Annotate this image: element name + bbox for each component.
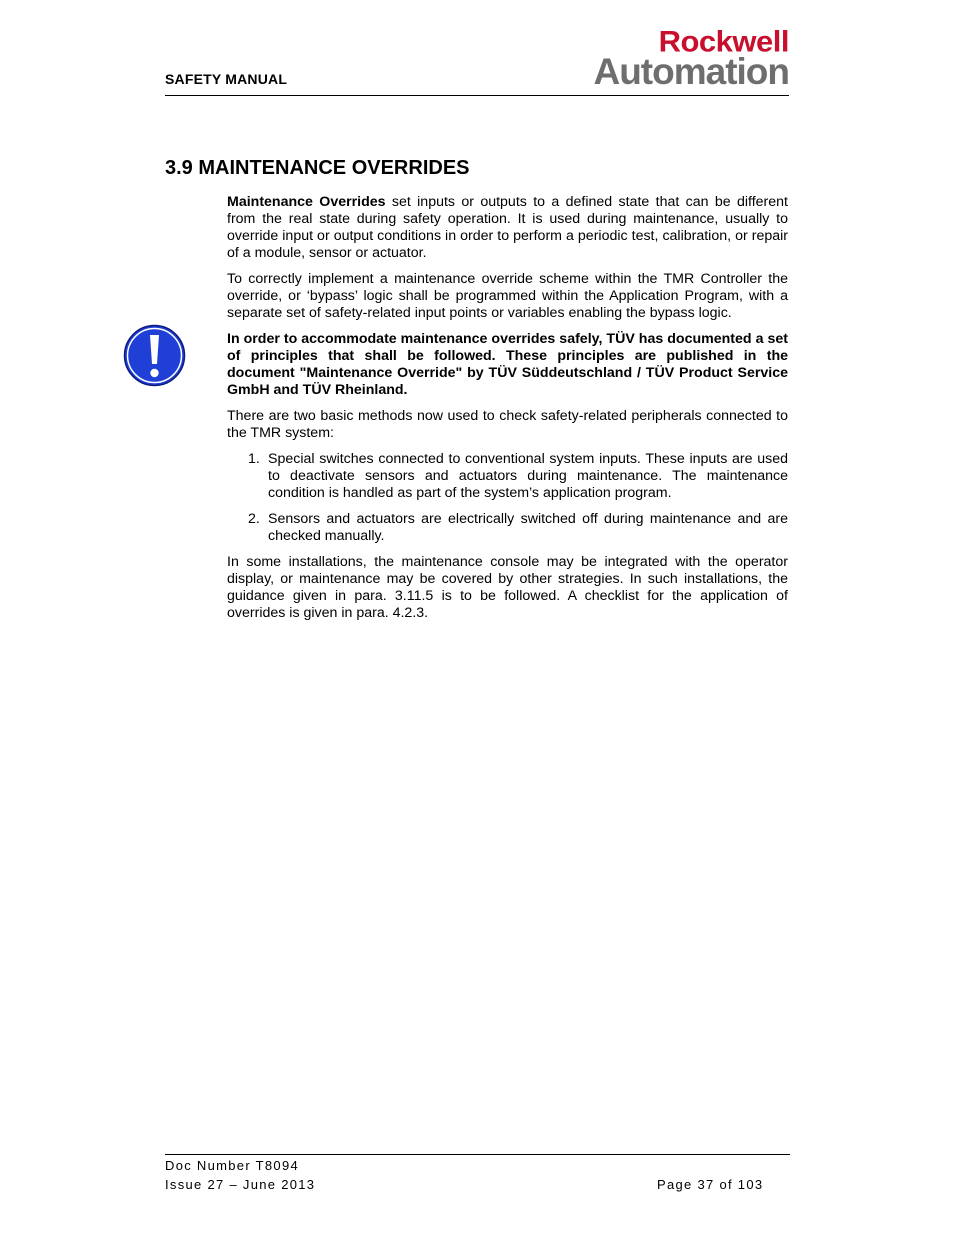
methods-list	[227, 451, 788, 545]
term-maintenance-overrides: Maintenance Overrides	[227, 194, 386, 210]
section-body	[227, 194, 788, 631]
footer-page-number: Page 37 of 103	[657, 1177, 764, 1192]
paragraph-implementation: To correctly implement a maintenance override scheme within the TMR Controller the override, or ‘bypass’ logic shall be programmed within the Application Program, with a separate set of safety-related input points or variables enabling the bypass logic.	[227, 271, 788, 321]
footer-doc-number: Doc Number T8094	[165, 1158, 300, 1173]
paragraph-definition	[227, 194, 788, 262]
paragraph-methods-intro: There are two basic methods now used to check safety-related peripherals connected to the TMR system:	[227, 408, 788, 441]
rockwell-automation-logo	[553, 26, 789, 90]
manual-title: SAFETY MANUAL	[165, 71, 288, 87]
list-item-text: Special switches connected to conventional system inputs. These inputs are used to deactivate sensors and actuators during maintenance. The maintenance condition is handled as part of the system’s application program.	[268, 451, 788, 501]
exclamation-warning-icon	[123, 324, 186, 387]
header-divider	[165, 95, 789, 96]
footer-divider	[165, 1154, 790, 1155]
list-item	[227, 451, 788, 502]
list-item-text: Sensors and actuators are electrically switched off during maintenance and are checked manually.	[268, 511, 788, 544]
logo-line-rockwell: Rockwell	[658, 24, 789, 59]
footer-issue: Issue 27 – June 2013	[165, 1177, 316, 1192]
list-item-number: 2.	[248, 511, 260, 527]
list-item-number: 1.	[248, 451, 260, 467]
tuv-warning-note: In order to accommodate maintenance overrides safely, TÜV has documented a set of principles that shall be followed. These principles are published in the document "Maintenance Override" by TÜV Süddeutschland / TÜV Product Service GmbH and TÜV Rheinland.	[227, 331, 788, 398]
list-item	[227, 511, 788, 545]
paragraph-installations: In some installations, the maintenance console may be integrated with the operator display, or maintenance may be covered by other strategies. In such installations, the guidance given in para. 3.11.5 is to be followed. A checklist for the application of overrides is given in para. 4.2.3.	[227, 554, 788, 621]
section-title: 3.9 MAINTENANCE OVERRIDES	[165, 157, 470, 179]
logo-line-automation: Automation	[593, 51, 789, 92]
definition-text: set inputs or outputs to a defined state that can be different from the real state during safety operation. It is used during maintenance, usually to override input or output conditions in order to perform a periodic test, calibration, or repair of a module, sensor or actuator.	[227, 194, 788, 261]
